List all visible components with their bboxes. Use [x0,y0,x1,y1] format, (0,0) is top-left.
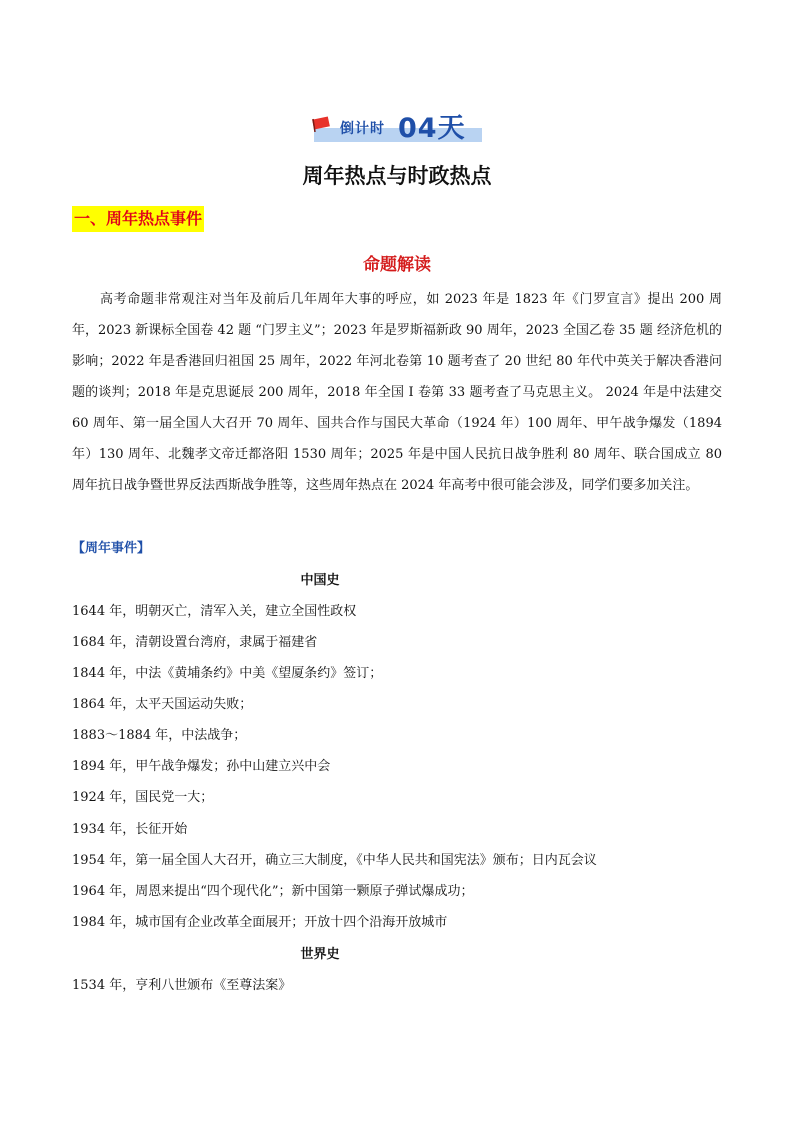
flag-icon [310,116,332,132]
countdown-prefix: 倒计时 [340,121,385,137]
page-title: 周年热点与时政热点 [302,164,492,188]
list-item: 1644 年，明朝灭亡，清军入关，建立全国性政权 [72,604,357,619]
events-tag: 【周年事件】 [72,541,151,556]
world-history-heading: 世界史 [300,947,340,962]
section-heading: 一、周年热点事件 [72,206,204,232]
list-item: 1684 年，清朝设置台湾府，隶属于福建省 [72,635,318,650]
list-item: 1984 年，城市国有企业改革全面展开；开放十四个沿海开放城市 [72,915,448,930]
intro-paragraph: 高考命题非常观注对当年及前后几年周年大事的呼应，如 2023 年是 1823 年《门罗宣言》提出 200 周年，2023 新课标全国卷 42 题 “门罗主义”；2023 年是罗斯福新政 90 周年，2023 全国乙卷 35 题 经济危机的影响；2022 年是香港回归祖国 25 周年，2022 年河北卷第 10 题考查了 20 世纪 80 年代中英关于解决香港问题的谈判；2018 年是克思诞辰 200 周年，2018 年全国 I 卷第 33 题考查了马克思主义。 2024 年是中法建交 60 周年、第一届全国人大召开 70 周年、国共合作与国民大革命（1924 年）100 周年、甲午战争爆发（1894 年）130 周年、北魏孝文帝迁都洛阳 1530 周年；2025 年是中国人民抗日战争胜利 80 周年、联合国成立 80 周年抗日战争暨世界反法西斯战争胜等，这些周年热点在 2024 年高考中很可能会涉及，同学们要多加关注。 [72,292,722,493]
section-subheading: 命题解读 [363,255,431,275]
list-item: 1883～1884 年，中法战争； [72,728,247,743]
list-item: 1894 年，甲午战争爆发；孙中山建立兴中会 [72,759,331,774]
list-item: 1844 年，中法《黄埔条约》中美《望厦条约》签订； [72,666,383,681]
countdown-banner [310,106,485,148]
list-item: 1534 年，亨利八世颁布《至尊法案》 [72,978,292,993]
list-item: 1924 年，国民党一大； [72,790,214,805]
list-item: 1964 年，周恩来提出“四个现代化”；新中国第一颗原子弹试爆成功； [72,884,474,899]
list-item: 1954 年，第一届全国人大召开，确立三大制度，《中华人民共和国宪法》颁布；日内瓦会议 [72,853,597,868]
china-history-heading: 中国史 [300,573,340,588]
list-item: 1934 年，长征开始 [72,822,188,837]
list-item: 1864 年，太平天国运动失败； [72,697,253,712]
countdown-days: 04天 [398,113,466,144]
